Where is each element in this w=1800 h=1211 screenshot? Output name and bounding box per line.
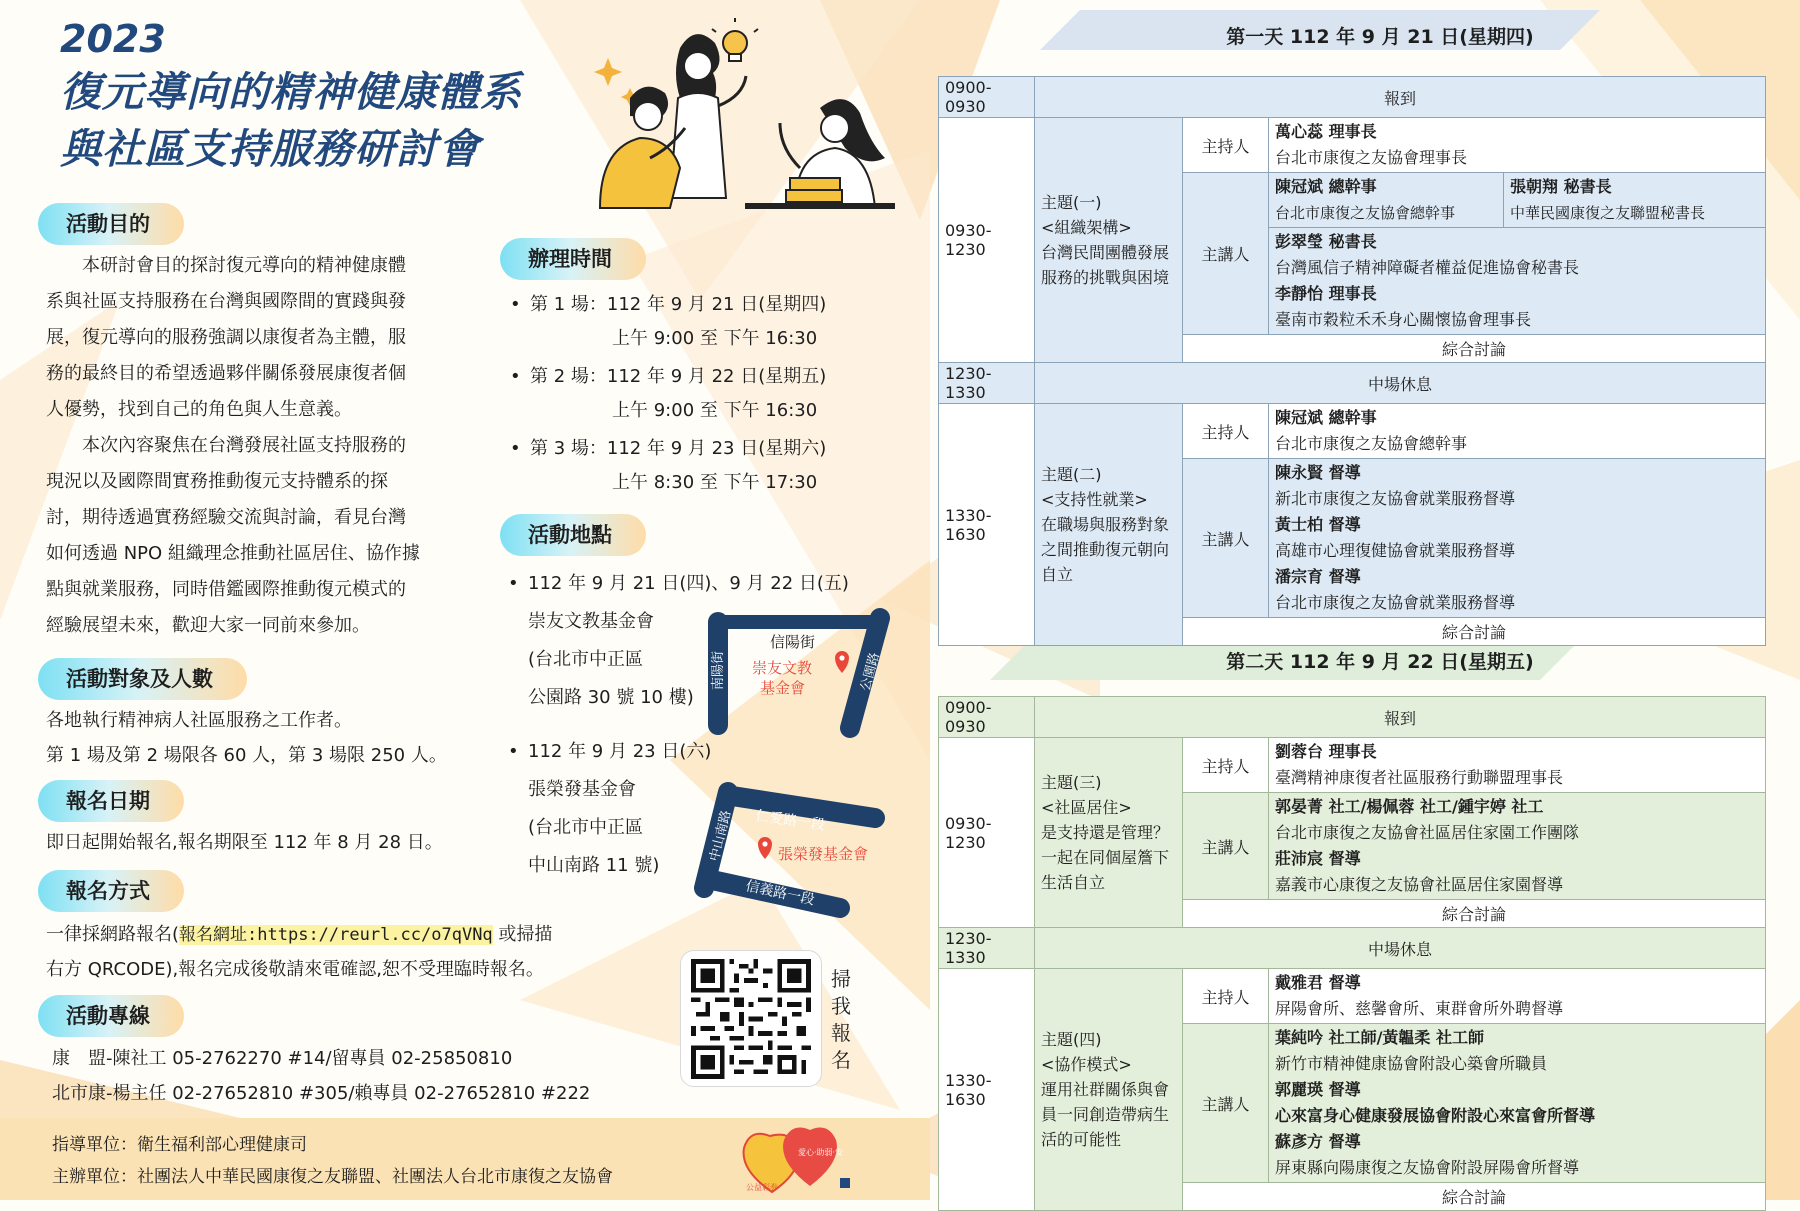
- place-label: 基金會: [760, 679, 806, 697]
- topic-subtitle: <社區居住>: [1041, 798, 1132, 817]
- session-hours: 上午 9:00 至 下午 16:30: [612, 328, 818, 349]
- person-name: 陳永賢 督導: [1275, 463, 1361, 482]
- discussion-cell: 綜合討論: [1183, 900, 1766, 928]
- speaker-cell: [1269, 459, 1766, 618]
- person-name: 張朝翔 秘書長: [1510, 177, 1612, 196]
- lottery-logo: [740, 1122, 880, 1197]
- section-pill-regway: 報名方式: [38, 870, 184, 912]
- speaker-cell: [1269, 173, 1504, 228]
- person-name: 陳冠斌 總幹事: [1275, 177, 1377, 196]
- person-name: 陳冠斌 總幹事: [1275, 408, 1377, 427]
- title-year: 2023: [60, 17, 166, 61]
- registration-url-link[interactable]: 報名網址:https://reurl.cc/o7qVNq: [179, 925, 493, 945]
- host-cell: [1269, 404, 1766, 459]
- person-org: 心來富身心健康發展協會附設心來富會所督導: [1275, 1106, 1596, 1125]
- topic-desc: 運用社群關係與會員一同創造帶病生活的可能性: [1041, 1080, 1170, 1149]
- person-org: 臺灣精神康復者社區服務行動聯盟理事長: [1275, 768, 1564, 787]
- person-org: 新北市康復之友協會就業服務督導: [1275, 489, 1516, 508]
- speaker-cell: [1269, 1024, 1766, 1183]
- speaker-cell: [1269, 793, 1766, 900]
- role-cell: 主持人: [1183, 738, 1269, 793]
- topic-cell: [1035, 404, 1183, 646]
- person-org: 台北市康復之友協會總幹事: [1275, 434, 1468, 453]
- topic-title: 主題(一): [1041, 193, 1102, 212]
- qr-caption-char: 我: [831, 994, 851, 1018]
- break-cell: 中場休息: [1035, 363, 1766, 404]
- purpose-line: 展，復元導向的服務強調以康復者為主體，服: [46, 327, 406, 348]
- logo-text: 公益彩券: [746, 1183, 778, 1192]
- person-org: 高雄市心理復健協會就業服務督導: [1275, 541, 1516, 560]
- footer-host: 主辦單位：社團法人中華民國康復之友聯盟、社團法人台北市康復之友協會: [52, 1167, 613, 1187]
- section-pill-audience: 活動對象及人數: [38, 658, 247, 700]
- speaker-cell: [1504, 173, 1766, 228]
- time-cell: 0900-0930: [939, 697, 1035, 738]
- section-pill-hotline: 活動專線: [38, 995, 184, 1037]
- purpose-line: 本研討會目的探討復元導向的精神健康體: [46, 255, 406, 276]
- section-pill-regdate: 報名日期: [38, 780, 184, 822]
- session-date: 第 1 場：112 年 9 月 21 日(星期四): [530, 294, 827, 315]
- qr-code-card[interactable]: [680, 950, 822, 1087]
- logo-text: 愛心·助弱·安: [798, 1148, 844, 1157]
- purpose-line: 如何透過 NPO 組織理念推動社區居住、協作據: [46, 543, 420, 564]
- regway-post: 或掃描: [492, 924, 553, 945]
- qr-caption-char: 掃: [831, 967, 851, 991]
- purpose-paragraph: [46, 248, 466, 644]
- purpose-line: 本次內容聚焦在台灣發展社區支持服務的: [46, 435, 406, 456]
- register-cell: 報到: [1035, 697, 1766, 738]
- role-cell: 主講人: [1183, 459, 1269, 618]
- person-name: 黃士柏 督導: [1275, 515, 1361, 534]
- qr-code-icon: [691, 959, 811, 1079]
- map-pin-icon: [758, 837, 772, 859]
- hotline-line: 康 盟-陳社工 05-2762270 #14/留專員 02-25850810: [52, 1048, 513, 1069]
- topic-subtitle: <協作模式>: [1041, 1055, 1132, 1074]
- purpose-line: 人優勢，找到自己的角色與人生意義。: [46, 399, 352, 420]
- hotline-line: 北市康-楊主任 02-27652810 #305/賴專員 02-27652810 #222: [52, 1083, 591, 1104]
- day1-schedule-table: [938, 76, 1766, 646]
- purpose-line: 系與社區支持服務在台灣與國際間的實踐與發: [46, 291, 406, 312]
- venue-addr: (台北市中正區: [528, 649, 644, 670]
- venue-date: 112 年 9 月 23 日(六): [528, 741, 712, 762]
- person-name: 蘇彥方 督導: [1275, 1132, 1361, 1151]
- table-row: [939, 404, 1766, 459]
- topic-cell: [1035, 118, 1183, 363]
- people-illustration: [590, 18, 910, 213]
- person-org: 中華民國康復之友聯盟秘書長: [1510, 204, 1706, 222]
- qr-caption-char: 報: [831, 1021, 851, 1045]
- time-cell: 1330-1630: [939, 404, 1035, 646]
- role-cell: 主講人: [1183, 793, 1269, 900]
- person-org: 台北市康復之友協會社區居住家園工作團隊: [1275, 823, 1580, 842]
- table-row: [939, 77, 1766, 118]
- discussion-cell: 綜合討論: [1183, 335, 1766, 363]
- place-label: 崇友文教: [752, 659, 813, 677]
- time-cell: 0930-1230: [939, 738, 1035, 928]
- section-pill-time: 辦理時間: [500, 238, 646, 280]
- audience-line: 第 1 場及第 2 場限各 60 人，第 3 場限 250 人。: [46, 745, 447, 766]
- venue-1: • 112 年 9 月 21 日(四)、9 月 22 日(五) 崇友文教基金會 (台北市中正區 公園路 30 號 10 樓): [528, 565, 849, 717]
- host-cell: [1269, 118, 1766, 173]
- session-date: 第 3 場：112 年 9 月 23 日(星期六): [530, 438, 827, 459]
- discussion-cell: 綜合討論: [1183, 1183, 1766, 1211]
- purpose-line: 點與就業服務，同時借鑑國際推動復元模式的: [46, 579, 406, 600]
- purpose-line: 現況以及國際間實務推動復元支持體系的探: [46, 471, 388, 492]
- table-row: [939, 697, 1766, 738]
- person-org: 台北市康復之友協會理事長: [1275, 148, 1468, 167]
- table-row: [939, 363, 1766, 404]
- person-name: 李靜怡 理事長: [1275, 284, 1377, 303]
- person-name: 郭晏菁 社工/楊佩蓉 社工/鍾宇婷 社工: [1275, 797, 1544, 816]
- table-row: [939, 118, 1766, 173]
- page-title: [60, 14, 522, 178]
- person-org: 台北市康復之友協會總幹事: [1275, 204, 1456, 222]
- person-name: 萬心蕊 理事長: [1275, 122, 1377, 141]
- venue-1-map: [700, 600, 900, 740]
- person-org: 台北市康復之友協會就業服務督導: [1275, 593, 1516, 612]
- street-label: 信義路一段: [744, 878, 816, 909]
- street-label: 中山南路: [707, 808, 735, 863]
- role-cell: 主講人: [1183, 173, 1269, 335]
- topic-title: 主題(三): [1041, 773, 1102, 792]
- topic-cell: [1035, 969, 1183, 1211]
- venue-name: 張榮發基金會: [528, 779, 636, 800]
- person-name: 郭麗瑛 督導: [1275, 1080, 1361, 1099]
- table-row: [939, 738, 1766, 793]
- table-row: [939, 969, 1766, 1024]
- street-label: 信陽街: [770, 633, 816, 651]
- audience-line: 各地執行精神病人社區服務之工作者。: [46, 710, 352, 731]
- host-cell: [1269, 969, 1766, 1024]
- street-label: 南陽街: [711, 650, 726, 690]
- register-cell: 報到: [1035, 77, 1766, 118]
- person-org: 臺南市穀粒禾禾身心關懷協會理事長: [1275, 310, 1532, 329]
- session-hours: 上午 8:30 至 下午 17:30: [612, 472, 818, 493]
- qr-caption: [830, 966, 852, 1074]
- person-name: 潘宗育 督導: [1275, 567, 1361, 586]
- venue-2: • 112 年 9 月 23 日(六) 張榮發基金會 (台北市中正區 中山南路 11 號): [528, 733, 711, 885]
- topic-desc: 是支持還是管理？一起在同個屋簷下生活自立: [1041, 823, 1170, 892]
- table-row: [939, 928, 1766, 969]
- street-label: 仁愛路一段: [754, 808, 826, 834]
- regway-pre: 一律採網路報名(: [46, 924, 180, 945]
- session-1: • 第 1 場：112 年 9 月 21 日(星期四) 上午 9:00 至 下午 16:30: [530, 288, 826, 356]
- time-cell: 1230-1330: [939, 928, 1035, 969]
- topic-desc: 在職場與服務對象之間推動復元朝向自立: [1041, 515, 1170, 584]
- purpose-line: 務的最終目的希望透過夥伴關係發展康復者個: [46, 363, 406, 384]
- topic-cell: [1035, 738, 1183, 928]
- topic-subtitle: <支持性就業>: [1041, 490, 1148, 509]
- person-name: 戴雅君 督導: [1275, 973, 1361, 992]
- section-pill-purpose: 活動目的: [38, 203, 184, 245]
- qr-caption-char: 名: [831, 1048, 851, 1072]
- break-cell: 中場休息: [1035, 928, 1766, 969]
- session-hours: 上午 9:00 至 下午 16:30: [612, 400, 818, 421]
- venue-addr: (台北市中正區: [528, 817, 644, 838]
- topic-desc: 台灣民間團體發展服務的挑戰與困境: [1041, 243, 1170, 287]
- time-cell: 0930-1230: [939, 118, 1035, 363]
- discussion-cell: 綜合討論: [1183, 618, 1766, 646]
- person-org: 新竹市精神健康協會附設心築會所職員: [1275, 1054, 1548, 1073]
- day1-heading: 第一天 112 年 9 月 21 日(星期四): [1226, 26, 1534, 48]
- title-line-2: 與社區支持服務研討會: [60, 125, 480, 173]
- role-cell: 主講人: [1183, 1024, 1269, 1183]
- session-2: • 第 2 場：112 年 9 月 22 日(星期五) 上午 9:00 至 下午 16:30: [530, 360, 826, 428]
- person-org: 屏陽會所、慈馨會所、東群會所外聘督導: [1275, 999, 1564, 1018]
- venue-addr: 公園路 30 號 10 樓): [528, 687, 694, 708]
- day2-heading: 第二天 112 年 9 月 22 日(星期五): [1226, 651, 1534, 673]
- street-label: 公園路: [858, 651, 883, 693]
- role-cell: 主持人: [1183, 404, 1269, 459]
- time-cell: 0900-0930: [939, 77, 1035, 118]
- topic-title: 主題(四): [1041, 1030, 1102, 1049]
- person-name: 劉蓉台 理事長: [1275, 742, 1377, 761]
- person-name: 彭翠瑩 秘書長: [1275, 232, 1377, 251]
- venue-name: 崇友文教基金會: [528, 611, 654, 632]
- map-pin-icon: [835, 651, 849, 673]
- person-org: 嘉義市心康復之友協會社區居住家園督導: [1275, 875, 1564, 894]
- host-cell: [1269, 738, 1766, 793]
- section-pill-location: 活動地點: [500, 514, 646, 556]
- venue-date: 112 年 9 月 21 日(四)、9 月 22 日(五): [528, 573, 849, 594]
- regway-line-1: [46, 918, 552, 952]
- regway-line-2: 右方 QRCODE),報名完成後敬請來電確認,恕不受理臨時報名。: [46, 959, 544, 980]
- role-cell: 主持人: [1183, 118, 1269, 173]
- footer-guide: 指導單位：衛生福利部心理健康司: [52, 1135, 307, 1155]
- topic-subtitle: <組織架構>: [1041, 218, 1132, 237]
- person-name: 莊沛宸 督導: [1275, 849, 1361, 868]
- person-org: 台灣風信子精神障礙者權益促進協會秘書長: [1275, 258, 1580, 277]
- person-name: 葉純吟 社工師/黃韞柔 社工師: [1275, 1028, 1484, 1047]
- role-cell: 主持人: [1183, 969, 1269, 1024]
- session-date: 第 2 場：112 年 9 月 22 日(星期五): [530, 366, 827, 387]
- time-cell: 1330-1630: [939, 969, 1035, 1211]
- speaker-cell: [1269, 228, 1766, 335]
- topic-title: 主題(二): [1041, 465, 1102, 484]
- time-cell: 1230-1330: [939, 363, 1035, 404]
- purpose-line: 討，期待透過實務經驗交流與討論，看見台灣: [46, 507, 406, 528]
- session-3: • 第 3 場：112 年 9 月 23 日(星期六) 上午 8:30 至 下午 17:30: [530, 432, 826, 500]
- title-line-1: 復元導向的精神健康體系: [60, 68, 522, 116]
- place-label: 張榮發基金會: [778, 845, 869, 863]
- purpose-line: 經驗展望未來，歡迎大家一同前來參加。: [46, 615, 370, 636]
- person-org: 屏東縣向陽康復之友協會附設屏陽會所督導: [1275, 1158, 1580, 1177]
- regdate-text: 即日起開始報名,報名期限至 112 年 8 月 28 日。: [46, 832, 443, 853]
- venue-2-map: [690, 780, 890, 920]
- day2-schedule-table: [938, 696, 1766, 1211]
- venue-addr: 中山南路 11 號): [528, 855, 660, 876]
